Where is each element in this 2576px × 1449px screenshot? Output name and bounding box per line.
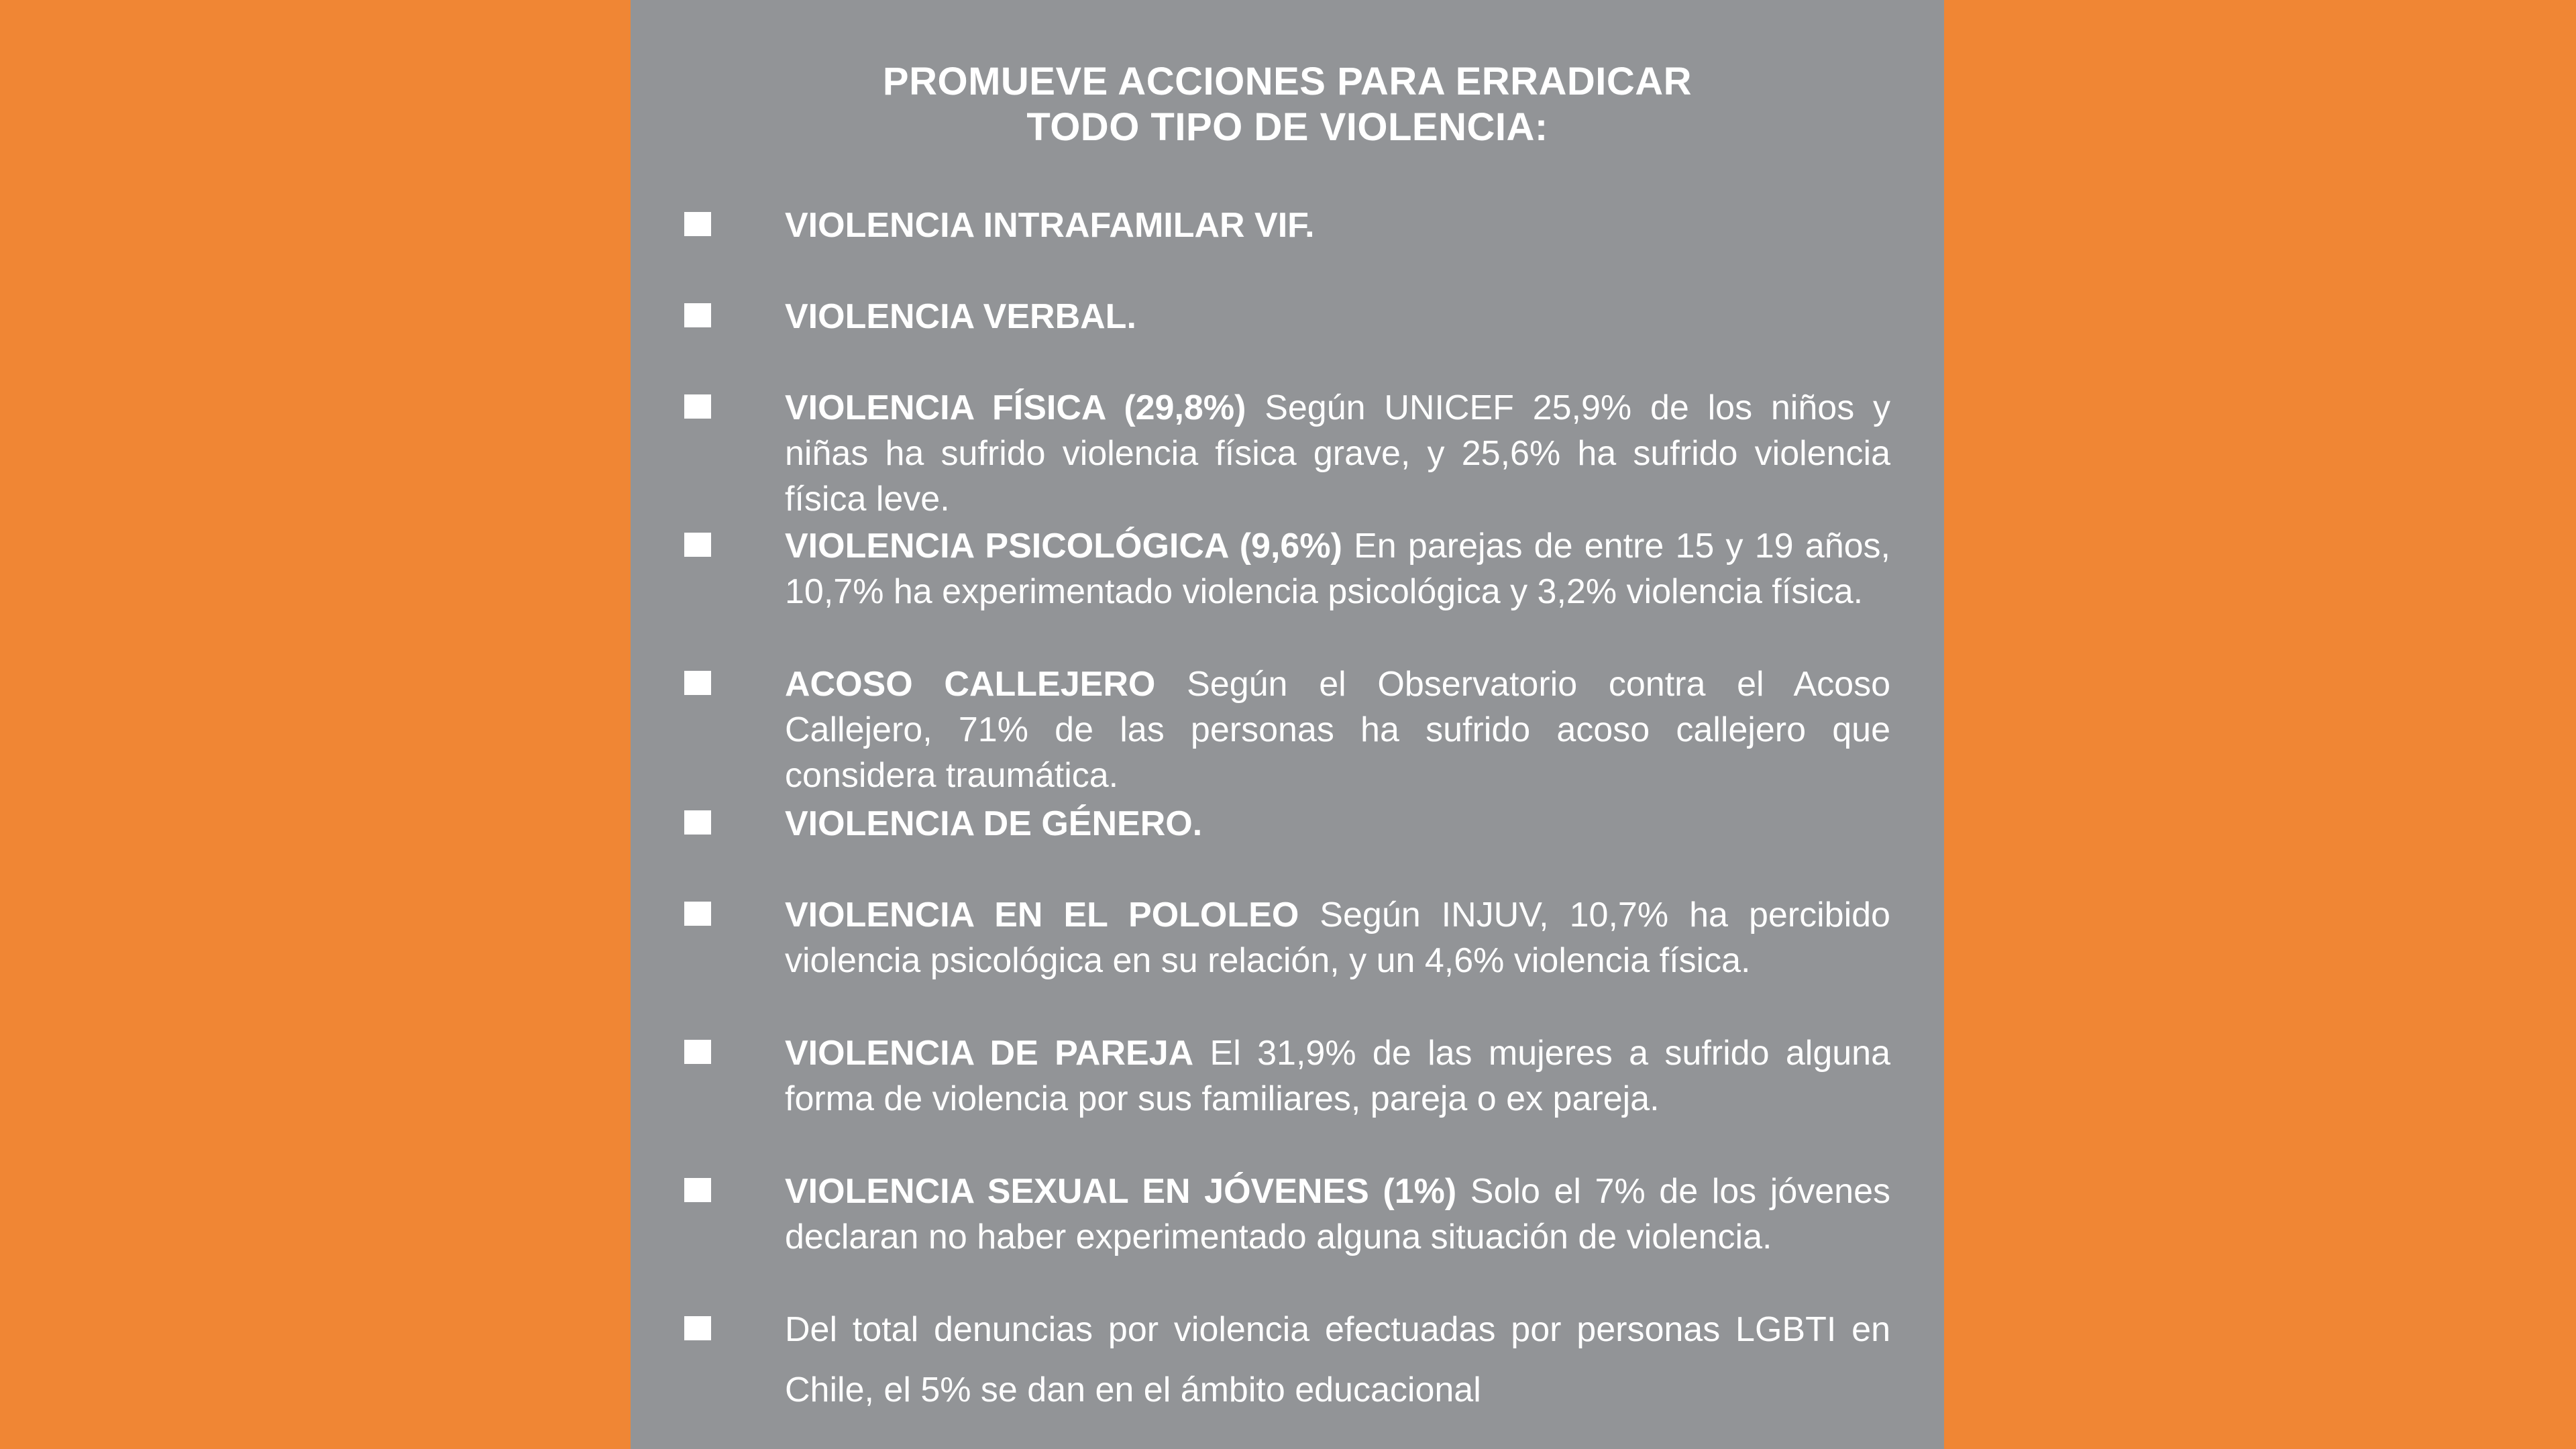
item-heading: VIOLENCIA PSICOLÓGICA (9,6%) <box>785 527 1342 566</box>
item-body: Según INJUV, 10,7% ha percibido violencia psicológica en su relación, y un 4,6% violencia física. <box>785 896 1890 980</box>
item-body: En parejas de entre 15 y 19 años, 10,7% ha experimentado violencia psicológica y 3,2% violencia física. <box>785 527 1890 611</box>
list-item-text <box>785 385 1890 522</box>
square-bullet-icon <box>684 671 711 695</box>
square-bullet-icon <box>684 1316 711 1340</box>
title-line-2: TODO TIPO DE VIOLENCIA: <box>1026 105 1548 149</box>
title-line-1: PROMUEVE ACCIONES PARA ERRADICAR <box>882 60 1693 103</box>
square-bullet-icon <box>684 303 711 327</box>
square-bullet-icon <box>684 810 711 835</box>
item-body: Solo el 7% de los jóvenes declaran no haber experimentado alguna situación de violencia. <box>785 1172 1890 1256</box>
item-heading: VIOLENCIA DE GÉNERO. <box>785 804 1203 843</box>
item-body: Según el Observatorio contra el Acoso Callejero, 71% de las personas ha sufrido acoso callejero que considera traumática. <box>785 665 1890 795</box>
list-item-text <box>785 661 1890 798</box>
item-body: Del total denuncias por violencia efectuadas por personas LGBTI en Chile, el 5% se dan en el ámbito educacional <box>785 1310 1890 1409</box>
item-heading: VIOLENCIA SEXUAL EN JÓVENES (1%) <box>785 1172 1457 1211</box>
item-heading: ACOSO CALLEJERO <box>785 665 1156 704</box>
square-bullet-icon <box>684 1178 711 1202</box>
square-bullet-icon <box>684 533 711 557</box>
list-item-text <box>785 1169 1890 1260</box>
list-item-text <box>785 801 1890 847</box>
item-body: El 31,9% de las mujeres a sufrido alguna forma de violencia por sus familiares, pareja o ex pareja. <box>785 1034 1890 1118</box>
item-body: Según UNICEF 25,9% de los niños y niñas ha sufrido violencia física grave, y 25,6% ha sufrido violencia física leve. <box>785 388 1890 519</box>
item-heading: VIOLENCIA DE PAREJA <box>785 1034 1194 1073</box>
square-bullet-icon <box>684 1040 711 1064</box>
content-panel <box>631 0 1944 1449</box>
square-bullet-icon <box>684 212 711 236</box>
list-item-text <box>785 203 1890 248</box>
square-bullet-icon <box>684 394 711 419</box>
list-item-text <box>785 294 1890 339</box>
list-item-text <box>785 1299 1890 1420</box>
item-heading: VIOLENCIA INTRAFAMILAR VIF. <box>785 206 1315 245</box>
list-item-text <box>785 892 1890 983</box>
list-item-text <box>785 1030 1890 1122</box>
list-item-text <box>785 523 1890 614</box>
item-heading: VIOLENCIA EN EL POLOLEO <box>785 896 1299 934</box>
square-bullet-icon <box>684 902 711 926</box>
page-title <box>631 59 1944 150</box>
item-heading: VIOLENCIA FÍSICA (29,8%) <box>785 388 1246 427</box>
item-heading: VIOLENCIA VERBAL. <box>785 297 1136 336</box>
